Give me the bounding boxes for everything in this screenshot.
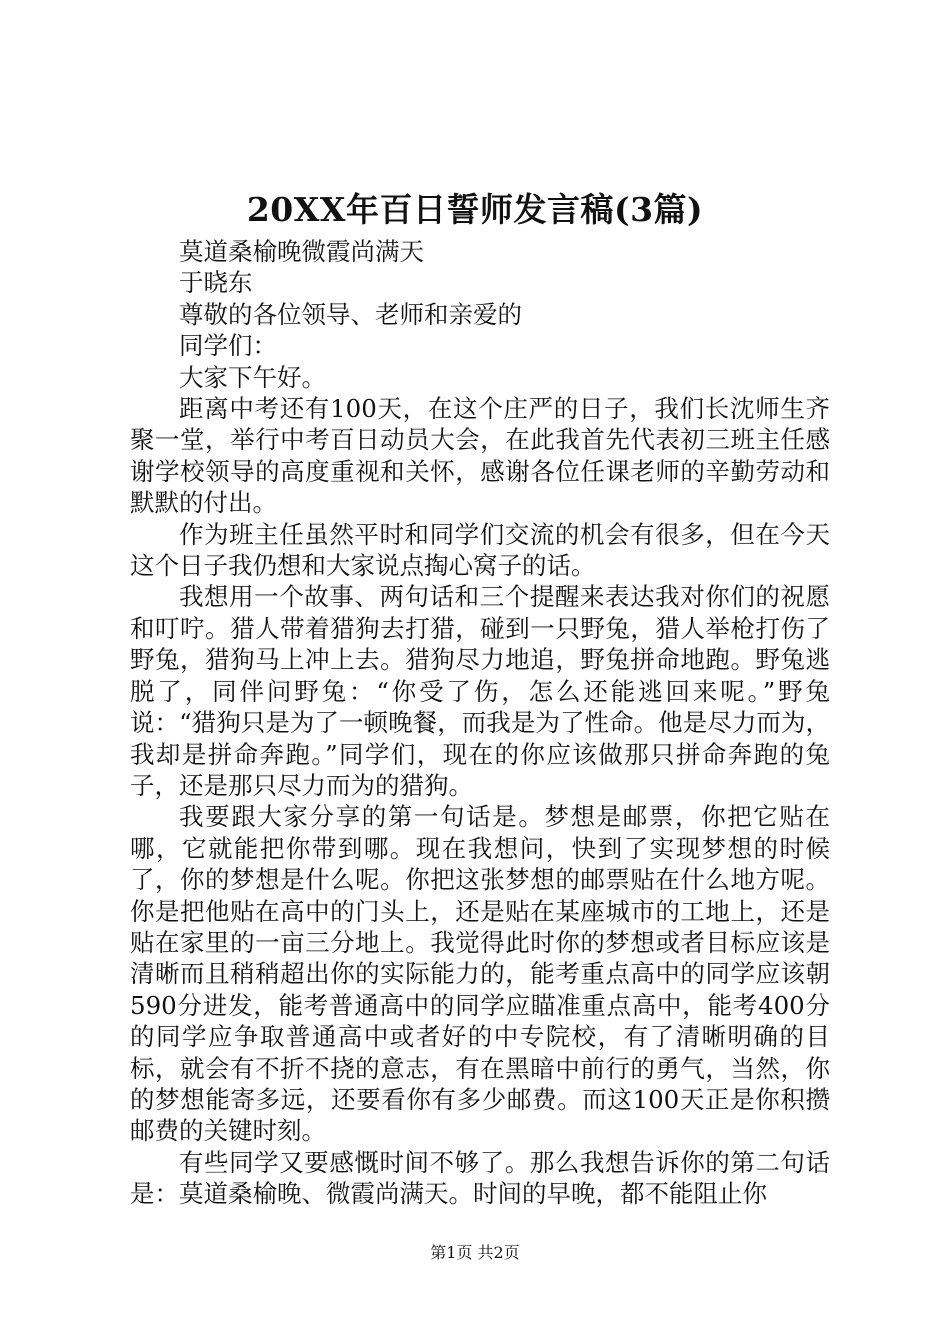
document-title: 20XX年百日誓师发言稿(3篇) — [246, 190, 704, 229]
paragraph-subtitle: 莫道桑榆晚微霞尚满天 — [179, 237, 424, 266]
paragraph: 距离中考还有100天，在这个庄严的日子，我们长沈师生齐聚一堂，举行中考百日动员大会，在此我首先代表初三班主任感谢学校领导的高度重视和关怀，感谢各位任课老师的辛勤劳动和默默的付出。 — [130, 394, 830, 518]
paragraph-author: 于晓东 — [179, 268, 253, 298]
paragraph-salutation: 尊敬的各位领导、老师和亲爱的 — [179, 299, 522, 329]
paragraph: 我想用一个故事、两句话和三个提醒来表达我对你们的祝愿和叮咛。猎人带着猎狗去打猎，碰到一只野兔，猎人举枪打伤了野兔，猎狗马上冲上去。猎狗尽力地追，野兔拼命地跑。野兔逃脱了，同伴问野兔：“你受了伤，怎么还能逃回来呢。”野兔说：“猎狗只是为了一顿晚餐，而我是为了性命。他是尽力而为，我却是拼命奔跑。”同学们，现在的你应该做那只拼命奔跑的兔子，还是那只尽力而为的猎狗。 — [130, 582, 830, 800]
paragraph-greeting: 大家下午好。 — [179, 362, 326, 392]
paragraph: 我要跟大家分享的第一句话是。梦想是邮票，你把它贴在哪，它就能把你带到哪。现在我想问，快到了实现梦想的时候了，你的梦想是什么呢。你把这张梦想的邮票贴在什么地方呢。你是把他贴在高中的门头上，还是贴在某座城市的工地上，还是贴在家里的一亩三分地上。我觉得此时你的梦想或者目标应该是清晰而且稍稍超出你的实际能力的，能考重点高中的同学应该朝590分进发，能考普通高中的同学应瞄准重点高中，能考400分的同学应争取普通高中或者好的中专院校，有了清晰明确的目标，就会有不折不挠的意志，有在黑暗中前行的勇气，当然，你的梦想能寄多远，还要看你有多少邮费。而这100天正是你积攒邮费的关键时刻。 — [130, 802, 830, 1146]
paragraph: 作为班主任虽然平时和同学们交流的机会有很多，但在今天这个日子我仍想和大家说点掏心窝子的话。 — [130, 519, 830, 581]
document-body — [130, 236, 830, 1210]
paragraph-salutation-cont: 同学们： — [179, 331, 277, 361]
page-number-footer: 第1页 共2页 — [430, 1243, 520, 1262]
paragraph: 有些同学又要感慨时间不够了。那么我想告诉你的第二句话是：莫道桑榆晚、微霞尚满天。时间的早晚，都不能阻止你 — [130, 1147, 830, 1209]
